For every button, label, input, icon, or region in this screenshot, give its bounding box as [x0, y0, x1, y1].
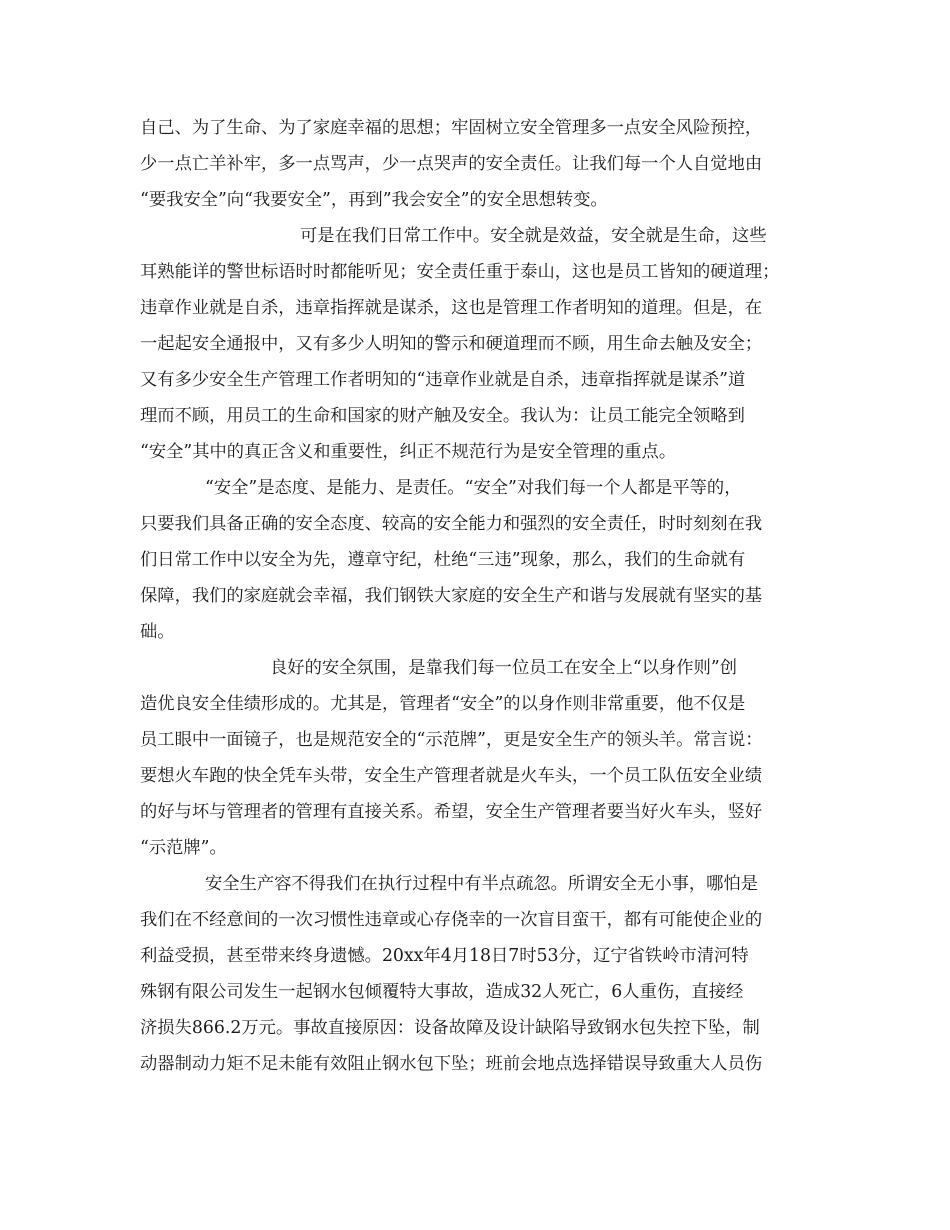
text-line: 殊钢有限公司发生一起钢水包倾覆特大事故，造成32人死亡，6人重伤，直接经 — [140, 982, 744, 1002]
text-line: 利益受损，甚至带来终身遗憾。20xx年4月18日7时53分，辽宁省铁岭市清河特 — [140, 946, 749, 966]
text-line: 保障，我们的家庭就会幸福，我们钢铁大家庭的安全生产和谐与发展就有坚实的基 — [140, 586, 763, 606]
paragraph-start-line: 安全生产容不得我们在执行过程中有半点疏忽。所谓安全无小事，哪怕是 — [205, 874, 759, 894]
text-line: 济损失866.2万元。事故直接原因：设备故障及设计缺陷导致钢水包失控下坠，制 — [140, 1018, 760, 1038]
text-line: 少一点亡羊补牢，多一点骂声，少一点哭声的安全责任。让我们每一个人自觉地由 — [140, 154, 763, 174]
text-line: 们日常工作中以安全为先，遵章守纪，杜绝“三违”现象，那么，我们的生命就有 — [140, 550, 746, 570]
text-line: “示范牌”。 — [140, 838, 227, 858]
text-line: 员工眼中一面镜子，也是规范安全的“示范牌”，更是安全生产的领头羊。常言说： — [140, 730, 763, 750]
text-line: 又有多少安全生产管理工作者明知的“违章作业就是自杀，违章指挥就是谋杀”道 — [140, 370, 746, 390]
paragraph-start-line: “安全”是态度、是能力、是责任。“安全”对我们每一个人都是平等的， — [205, 478, 742, 498]
text-line: 耳熟能详的警世标语时时都能听见；安全责任重于泰山，这也是员工皆知的硬道理； — [140, 262, 780, 282]
text-line: 只要我们具备正确的安全态度、较高的安全能力和强烈的安全责任，时时刻刻在我 — [140, 514, 763, 534]
text-line: 要想火车跑的快全凭车头带，安全生产管理者就是火车头，一个员工队伍安全业绩 — [140, 766, 763, 786]
text-line: 一起起安全通报中，又有多少人明知的警示和硬道理而不顾，用生命去触及安全； — [140, 334, 763, 354]
text-line: 理而不顾，用员工的生命和国家的财产触及安全。我认为：让员工能完全领略到 — [140, 406, 745, 426]
text-line: 违章作业就是自杀，违章指挥就是谋杀，这也是管理工作者明知的道理。但是，在 — [140, 298, 763, 318]
text-line: “安全”其中的真正含义和重要性，纠正不规范行为是安全管理的重点。 — [140, 442, 677, 462]
text-line: “要我安全”向“我要安全”，再到”我会安全”的安全思想转变。 — [140, 190, 608, 210]
text-line: 自己、为了生命、为了家庭幸福的思想；牢固树立安全管理多一点安全风险预控， — [140, 118, 763, 138]
text-line: 础。 — [140, 622, 175, 642]
text-line: 我们在不经意间的一次习惯性违章或心存侥幸的一次盲目蛮干，都有可能使企业的 — [140, 910, 763, 930]
text-line: 的好与坏与管理者的管理有直接关系。希望，安全生产管理者要当好火车头，竖好 — [140, 802, 763, 822]
paragraph-start-line: 可是在我们日常工作中。安全就是效益，安全就是生命，这些 — [300, 226, 767, 246]
text-line: 造优良安全佳绩形成的。尤其是，管理者“安全”的以身作则非常重要，他不仅是 — [140, 694, 746, 714]
text-line: 动器制动力矩不足未能有效阻止钢水包下坠；班前会地点选择错误导致重大人员伤 — [140, 1054, 763, 1074]
paragraph-start-line: 良好的安全氛围，是靠我们每一位员工在安全上“以身作则”创 — [270, 658, 737, 678]
